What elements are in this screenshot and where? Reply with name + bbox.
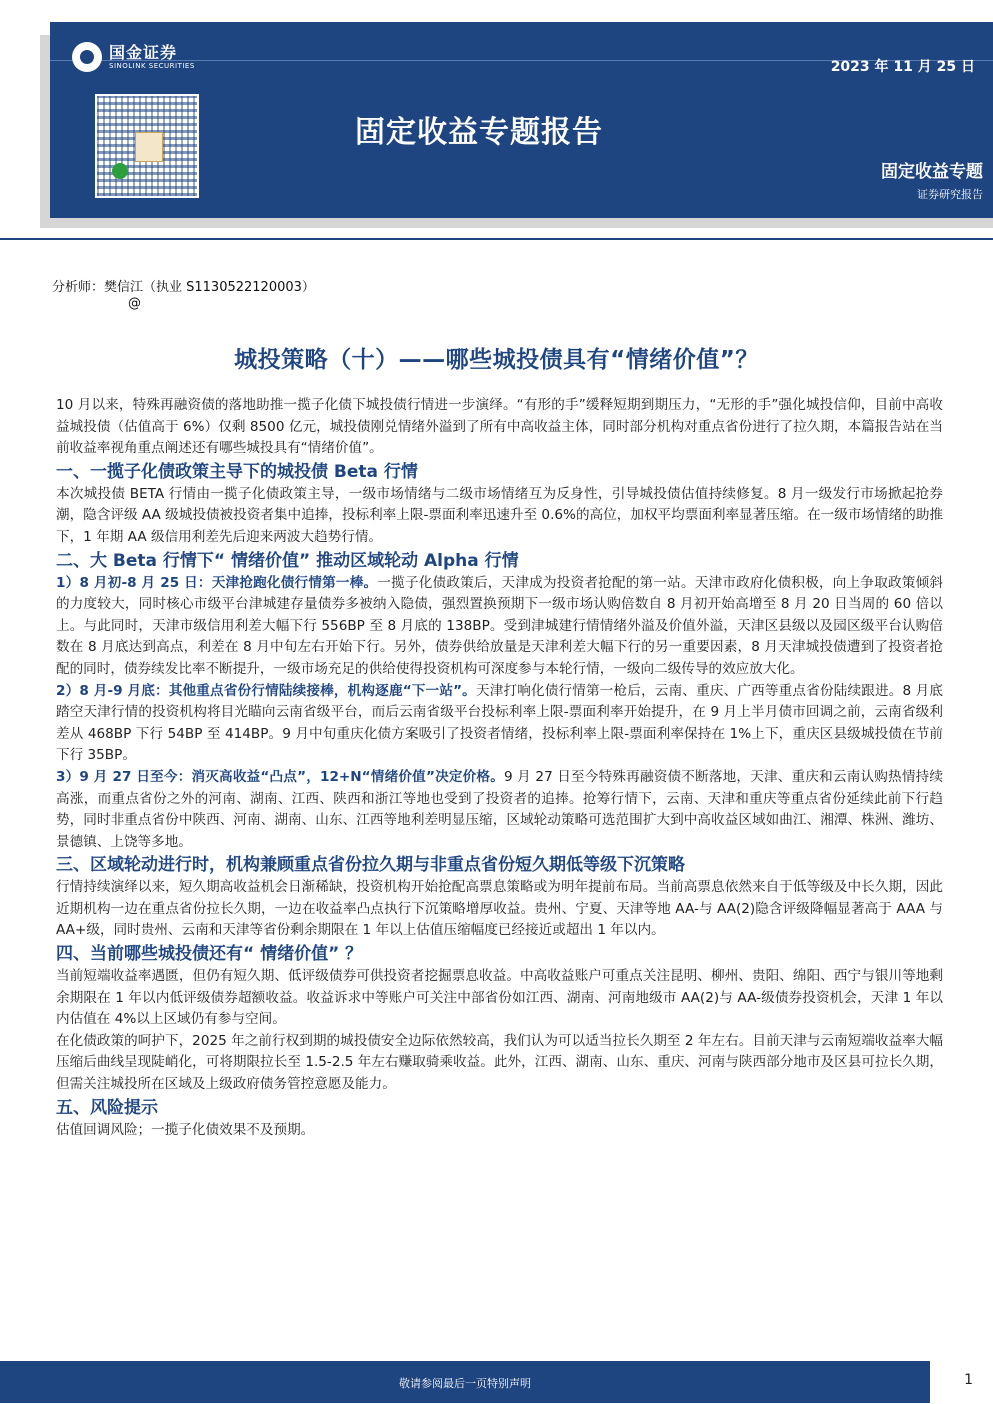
report-banner (50, 22, 993, 218)
section-paragraph: 本次城投债 BETA 行情由一揽子化债政策主导，一级市场情绪与二级市场情绪互为反身性，引导城投债估值持续修复。8 月一级发行市场掀起抢券潮，隐含评级 AA 级城投债被投资者集中追捧，投标利率上限-票面利率迅速升至 0.6%的高位，加权平均票面利率显著压缩。在一级市场情绪的助推下，1 年期 AA 级信用利差先后迎来两波大趋势行情。 (56, 485, 944, 545)
analyst-line: 分析师：樊信江（执业 S1130522120003） (52, 280, 315, 295)
section-heading: 五、风险提示 (56, 1097, 158, 1118)
item-lead: 3）9 月 27 日至今：消灭高收益“凸点”，12+N“情绪价值”决定价格。 (56, 768, 504, 785)
wechat-badge-icon (112, 163, 128, 179)
item-lead: 1）8 月初-8 月 25 日：天津抢跑化债行情第一棒。 (56, 574, 378, 591)
section-heading: 四、当前哪些城投债还有“ 情绪价值” ？ (56, 944, 363, 965)
item-lead: 2）8 月-9 月底：其他重点省份行情陆续接棒，机构逐鹿“下一站”。 (56, 682, 476, 699)
document-title: 城投策略（十）——哪些城投债具有“情绪价值”？ (234, 347, 759, 373)
page-number: 1 (964, 1372, 973, 1388)
intro-paragraph: 10 月以来，特殊再融资债的落地助推一揽子化债下城投债行情进一步演绎。“有形的手”缓释短期到期压力，“无形的手”强化城投信仰，目前中高收益城投债（估值高于 6%）仅剩 8500 亿元，城投债刚兑情绪外溢到了所有中高收益主体，同时部分机构对重点省份进行了拉久期，本篇报告站在当前收益率视角重点阐述还有哪些城投具有“情绪价值”。 (56, 397, 943, 457)
section-paragraph: 估值回调风险；一揽子化债效果不及预期。 (56, 1121, 315, 1138)
qr-center-logo-icon (135, 132, 163, 162)
section-heading: 二、大 Beta 行情下“ 情绪价值” 推动区域轮动 Alpha 行情 (56, 550, 519, 571)
section-paragraph: 行情持续演绎以来，短久期高收益机会日渐稀缺，投资机构开始抢配高票息策略或为明年提前布局。当前高票息依然来自于低等级及中长久期，因此近期机构一边在重点省份拉长久期，一边在收益率凸点执行下沉策略增厚收益。贵州、宁夏、天津等地 AA-与 AA(2)隐含评级降幅显著高于 AAA 与 AA+级，同时贵州、云南和天津等省份剩余期限在 1 年以上估值压缩幅度已经接近或超出 1 年以内。 (56, 879, 943, 939)
item-text: 天津打响化债行情第一枪后，云南、重庆、广西等重点省份陆续跟进。8 月底踏空天津行情的投资机构将目光瞄向云南省级平台，而后云南省级平台投标利率上限-票面利率开始提升，在 9 月上半月债市回调之前，云南省级利差从 468BP 下行 54BP 至 414BP。9 月中旬重庆化债方案吸引了投资者情绪，投标利率上限-票面利率保持在 1%上下，重庆区县级城投债在节前下行 35BP。 (56, 682, 944, 764)
section-item (56, 573, 943, 681)
company-logo (72, 42, 195, 72)
item-text: 一揽子化债政策后，天津成为投资者抢配的第一站。天津市政府化债积极，向上争取政策倾斜的力度较大，同时核心市级平台津城建存量债券多被纳入隐债，强烈置换预期下一级市场认购倍数自 8 月初开始高增至 8 月 20 日当周的 60 倍以上。与此同时，天津市级信用利差大幅下行 556BP 至 8 月底的 138BP。受到津城建行情情绪外溢及价值外溢，天津区县级以及园区级平台认购倍数在 8 月底达到高点，利差在 8 月中旬左右开始下行。另外，债券供给放量是天津利差大幅下行的另一重要因素，8 月天津城投债遭到了投资者抢配的同时，债券续发比率不断提升，一级市场充足的供给使得投资机构可深度参与本轮行情，一级向二级传导的效应放大化。 (56, 574, 943, 677)
report-subtype: 证券研究报告 (917, 188, 983, 201)
section-paragraph: 当前短端收益率遇匮，但仍有短久期、低评级债券可供投资者挖掘票息收益。中高收益账户可重点关注昆明、柳州、贵阳、绵阳、西宁与银川等地剩余期限在 1 年以内低评级债券超额收益。收益诉求中等账户可关注中部省份如江西、湖南、河南地级市 AA(2)与 AA-级债券投资机会，天津 1 年以内估值在 4%以上区域仍有参与空间。 (56, 968, 943, 1028)
report-date: 2023 年 11 月 25 日 (830, 59, 975, 75)
section-item (56, 681, 943, 767)
logo-mark-icon (72, 42, 102, 72)
qr-code-icon (95, 94, 199, 198)
footer-disclaimer: 敬请参阅最后一页特别声明 (399, 1377, 531, 1390)
section-heading: 三、区域轮动进行时，机构兼顾重点省份拉久期与非重点省份短久期低等级下沉策略 (56, 855, 685, 876)
page-footer (0, 1361, 993, 1403)
report-body (56, 395, 943, 1141)
report-type: 固定收益专题 (881, 162, 983, 182)
logo-en: SINOLINK SECURITIES (109, 61, 195, 70)
analyst-email: @ (128, 296, 141, 311)
section-heading: 一、一揽子化债政策主导下的城投债 Beta 行情 (56, 461, 418, 482)
item-text: 9 月 27 日至今特殊再融资债不断落地，天津、重庆和云南认购热情持续高涨，而重点省份之外的河南、湖南、江西、陕西和浙江等地也受到了投资者的追捧。抢筹行情下，云南、天津和重庆等重点省份延续此前下行趋势，同时非重点省份中陕西、河南、湖南、山东、江西等地利差明显压缩，区域轮动策略可选范围扩大到中高收益区域如曲江、湘潭、株洲、潍坊、景德镇、上饶等多地。 (56, 768, 943, 850)
section-item (56, 767, 943, 853)
page-number-box (930, 1361, 993, 1403)
report-title: 固定收益专题报告 (355, 115, 603, 150)
header-rule (0, 238, 993, 240)
section-paragraph: 在化债政策的呵护下，2025 年之前行权到期的城投债安全边际依然较高，我们认为可以适当拉长久期至 2 年左右。目前天津与云南短端收益率大幅压缩后曲线呈现陡峭化，可将期限拉长至 1.5-2.5 年左右赚取骑乘收益。此外，江西、湖南、山东、重庆、河南与陕西部分地市及区县可拉长久期，但需关注城投所在区域及上级政府债务管控意愿及能力。 (56, 1032, 943, 1093)
logo-cn: 国金证券 (109, 42, 178, 62)
